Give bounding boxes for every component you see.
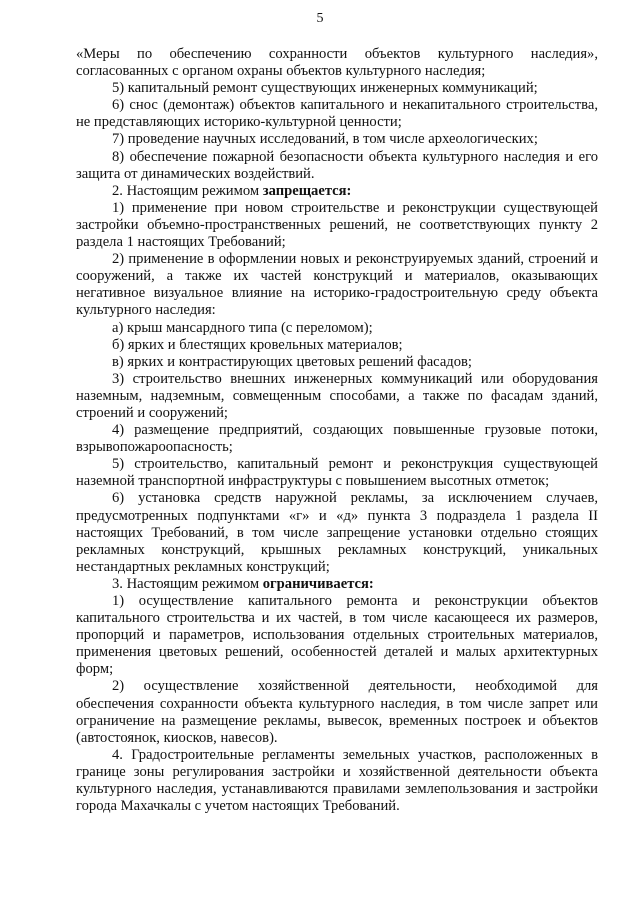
prohibited-item-1: 1) применение при новом строительстве и реконструкции существующей застройки объемно-пространственных решений, не соответствующих пункту 2 раздела 1 настоящих Требований; xyxy=(76,199,598,251)
list-item-7: 7) проведение научных исследований, в том числе археологических; xyxy=(112,131,538,148)
section-3-heading xyxy=(76,576,598,593)
prohibited-item-4: 4) размещение предприятий, создающих повышенные грузовые потоки, взрывопожароопасность; xyxy=(76,422,598,456)
list-item-6: 6) снос (демонтаж) объектов капитального и некапитального строительства, не представляющих историко-культурной ценности; xyxy=(76,97,598,131)
document-body xyxy=(76,46,598,815)
section-3-text: 3. Настоящим режимом xyxy=(112,575,263,592)
prohibited-item-2: 2) применение в оформлении новых и реконструируемых зданий, строений и сооружений, а также их частей конструкций и материалов, оказывающих негативное визуальное влияние на историко-градостроительную среду объекта культурного наследия: xyxy=(76,251,598,319)
prohibited-subitem-v: в) ярких и контрастирующих цветовых решений фасадов; xyxy=(112,353,472,370)
restricted-item-1: 1) осуществление капитального ремонта и реконструкции объектов капитального строительства и их частей, в том числе касающееся их размеров, пропорций и параметров, использования отдельных строительных материалов, применения цветовых решений, особенностей деталей и малых архитектурных форм; xyxy=(76,593,598,678)
section-4-paragraph: 4. Градостроительные регламенты земельных участков, расположенных в границе зоны регулирования застройки и хозяйственной деятельности объекта культурного наследия, устанавливаются правилами землепользования и застройки города Махачкалы с учетом настоящих Требований. xyxy=(76,746,598,815)
prohibited-item-5: 5) строительство, капитальный ремонт и реконструкция существующей наземной транспортной инфраструктуры с повышением высотных отметок; xyxy=(76,456,598,490)
list-item-8: 8) обеспечение пожарной безопасности объекта культурного наследия и его защита от динамических воздействий. xyxy=(76,148,598,182)
prohibited-item-3: 3) строительство внешних инженерных коммуникаций или оборудования наземным, надземным, совмещенным способами, а также по фасадам зданий, строений и сооружений; xyxy=(76,370,598,421)
section-2-heading xyxy=(76,183,598,200)
prohibited-item-6: 6) установка средств наружной рекламы, за исключением случаев, предусмотренных подпунктами «г» и «д» пункта 3 подраздела 1 раздела II настоящих Требований, в том числе запрещение установки отдельно стоящих рекламных конструкций, крышных рекламных конструкций, уникальных нестандартных рекламных конструкций; xyxy=(76,490,598,575)
section-2-keyword: запрещается: xyxy=(262,182,352,199)
restricted-item-2: 2) осуществление хозяйственной деятельности, необходимой для обеспечения сохранности объекта культурного наследия, в том числе запрет или ограничение на размещение рекламы, вывесок, временных построек и объектов (автостоянок, киосков, навесов). xyxy=(76,678,598,746)
paragraph-continuation: «Меры по обеспечению сохранности объектов культурного наследия», согласованных с органом охраны объектов культурного наследия; xyxy=(76,46,598,80)
section-3-keyword: ограничивается: xyxy=(262,575,374,592)
list-item-5: 5) капитальный ремонт существующих инженерных коммуникаций; xyxy=(112,80,538,97)
prohibited-subitem-a: а) крыш мансардного типа (с переломом); xyxy=(112,319,373,336)
page-number: 5 xyxy=(316,11,324,26)
section-2-text: 2. Настоящим режимом xyxy=(112,182,263,199)
prohibited-subitem-b: б) ярких и блестящих кровельных материалов; xyxy=(112,336,403,353)
